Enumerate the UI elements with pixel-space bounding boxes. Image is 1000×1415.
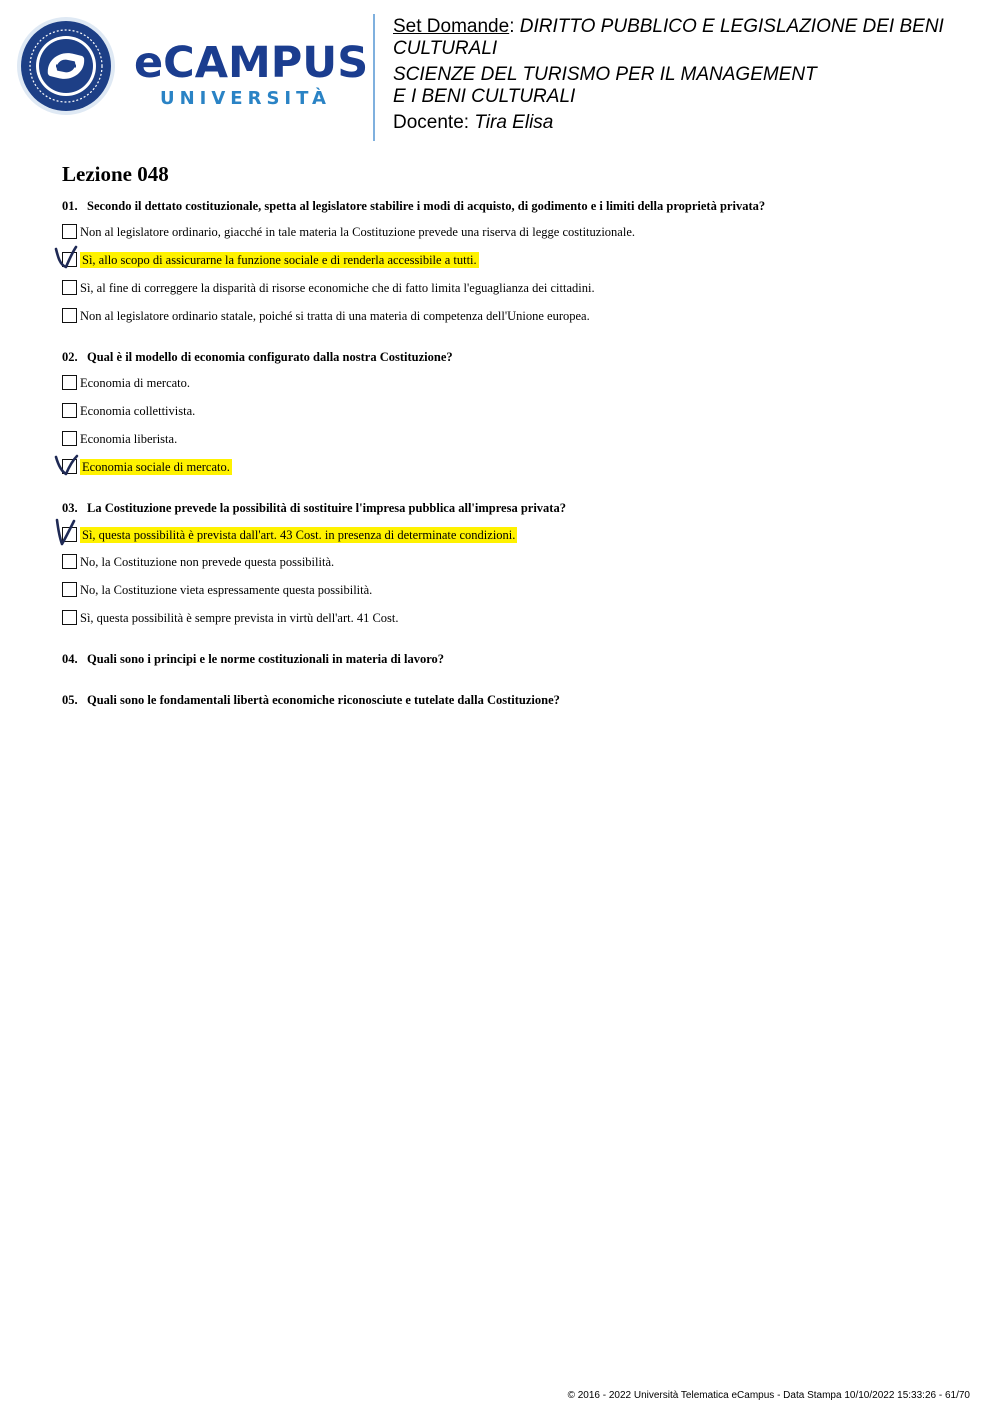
checkbox[interactable] xyxy=(62,280,77,295)
question-text: Secondo il dettato costituzionale, spetta al legislatore stabilire i modi di acquisto, di godimento e i limiti della proprietà privata? xyxy=(87,199,766,213)
header-divider xyxy=(373,14,375,141)
checkbox[interactable] xyxy=(62,308,77,323)
ecampus-logo xyxy=(16,16,369,116)
answer-text: Economia collettivista. xyxy=(80,404,196,418)
question-number: 03. xyxy=(62,501,78,515)
question-02 xyxy=(62,349,982,365)
question-text: Quali sono i principi e le norme costituzionali in materia di lavoro? xyxy=(87,652,445,666)
checkbox[interactable] xyxy=(62,403,77,418)
question-01 xyxy=(62,198,982,214)
answer-text: Economia di mercato. xyxy=(80,376,191,390)
course-line-1: SCIENZE DEL TURISMO PER IL MANAGEMENT xyxy=(393,64,817,85)
answer-text-highlighted: Economia sociale di mercato. xyxy=(82,460,230,474)
answer-text: Sì, questa possibilità è sempre prevista in virtù dell'art. 41 Cost. xyxy=(80,611,399,625)
question-text: Qual è il modello di economia configurato dalla nostra Costituzione? xyxy=(87,350,453,364)
checkbox[interactable] xyxy=(62,375,77,390)
answer-text: Non al legislatore ordinario statale, poiché si tratta di una materia di competenza dell'Unione europea. xyxy=(80,309,590,323)
answer-text: No, la Costituzione non prevede questa possibilità. xyxy=(80,555,335,569)
question-text: La Costituzione prevede la possibilità di sostituire l'impresa pubblica all'impresa privata? xyxy=(87,501,566,515)
question-number: 01. xyxy=(62,199,78,213)
checkbox[interactable] xyxy=(62,610,77,625)
set-title-line: Set Domande: DIRITTO PUBBLICO E LEGISLAZIONE DEI BENI xyxy=(393,16,944,37)
docente-line: Docente: Tira Elisa xyxy=(393,112,554,133)
course-line-2: E I BENI CULTURALI xyxy=(393,86,576,107)
set-title-continued: CULTURALI xyxy=(393,38,498,59)
question-number: 02. xyxy=(62,350,78,364)
question-05 xyxy=(62,692,982,708)
logo-subtitle: UNIVERSITÀ xyxy=(160,88,331,109)
header-info xyxy=(393,16,983,134)
checkbox[interactable] xyxy=(62,582,77,597)
answer-text-highlighted: Sì, questa possibilità è prevista dall'art. 43 Cost. in presenza di determinate condizioni. xyxy=(82,528,516,542)
question-text: Quali sono le fondamentali libertà economiche riconosciute e tutelate dalla Costituzione? xyxy=(87,693,560,707)
answer-text: Non al legislatore ordinario, giacché in tale materia la Costituzione prevede una riserva di legge costituzionale. xyxy=(80,225,635,239)
set-label: Set Domande xyxy=(393,16,510,37)
question-number: 04. xyxy=(62,652,78,666)
answer-text: Economia liberista. xyxy=(80,432,178,446)
checkbox[interactable] xyxy=(62,224,77,239)
question-04 xyxy=(62,651,982,667)
question-number: 05. xyxy=(62,693,78,707)
answer-text: Sì, al fine di correggere la disparità di risorse economiche che di fatto limita l'eguaglianza dei cittadini. xyxy=(80,281,595,295)
answer-text: No, la Costituzione vieta espressamente questa possibilità. xyxy=(80,583,373,597)
question-03 xyxy=(62,500,982,516)
logo-wordmark: eCAMPUS xyxy=(134,38,369,88)
lesson-title: Lezione 048 xyxy=(62,162,169,186)
docente-name: Tira Elisa xyxy=(474,112,554,133)
answer-text-highlighted: Sì, allo scopo di assicurarne la funzione sociale e di renderla accessibile a tutti. xyxy=(82,253,477,267)
docente-label: Docente xyxy=(393,112,464,133)
set-title: DIRITTO PUBBLICO E LEGISLAZIONE DEI BENI xyxy=(519,16,944,37)
page-footer: © 2016 - 2022 Università Telematica eCampus - Data Stampa 10/10/2022 15:33:26 - 61/70 xyxy=(567,1390,970,1401)
checkbox[interactable] xyxy=(62,554,77,569)
university-seal-icon xyxy=(16,16,116,116)
checkbox[interactable] xyxy=(62,431,77,446)
